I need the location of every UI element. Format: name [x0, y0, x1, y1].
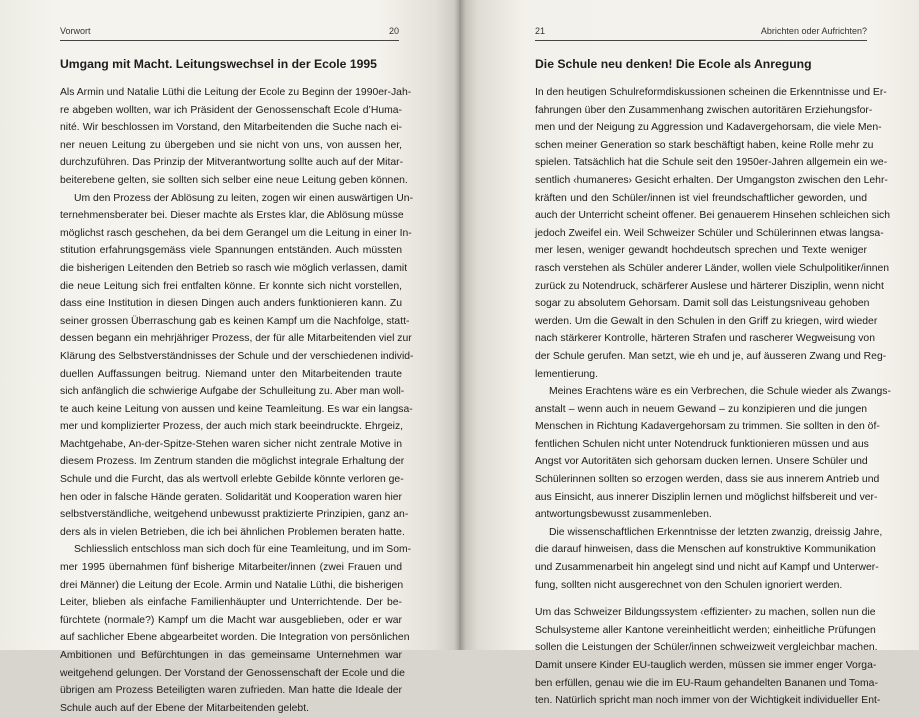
text-line: die neue Leitung sich frei entfalten könne. Er konnte sich nicht vorstellen,: [60, 280, 402, 292]
text-line: ben erfüllen, genau wie die im EU-Raum gehandelten Bananen und Toma-: [535, 677, 878, 689]
text-line: auch der Unterricht scheint offener. Bei genauerem Hinsehen schleichen sich: [535, 210, 891, 222]
paragraph: [60, 190, 414, 542]
text-line: möglichst rasch geschehen, da bei dem Gerangel um die Leitung in einer In-: [60, 227, 412, 239]
text-line: fahrungen über den Zusammenhang zwischen autoritären Erziehungsfor-: [535, 104, 873, 116]
text-line: jedoch Zweifel ein. Weil Schweizer Schüler und Schülerinnen etwas langsa-: [535, 227, 884, 239]
text-line: Um das Schweizer Bildungssystem ‹effizienter› zu machen, sollen nun die: [535, 607, 876, 619]
text-line: kräften und den Schüler/innen ist viel freundschaftlicher geworden, und: [535, 192, 867, 204]
text-line: Angst vor Autoritäten sich gehorsam ducken lernen. Unsere Schüler und: [535, 456, 868, 468]
text-line: Als Armin und Natalie Lüthi die Leitung der Ecole zu Beginn der 1990er-Jah-: [60, 87, 412, 98]
text-line: die darauf hinweisen, dass die Menschen auf konstruktive Kommunikation: [535, 544, 876, 556]
text-line: schen meiner Generation so stark beschäftigt haben, keine Rolle mehr zu: [535, 139, 874, 151]
paragraph: [535, 524, 883, 594]
text-line: Schulsysteme aller Kantone vereinheitlicht werden; einheitliche Prüfungen: [535, 624, 876, 636]
text-line: sollen die Leistungen der Schüler/innen schweizweit vergleichbar machen.: [535, 642, 878, 654]
header-chapter-title: Abrichten oder Aufrichten?: [760, 26, 867, 36]
paragraph: [60, 541, 412, 717]
page-number: 20: [388, 26, 399, 36]
paragraph-gap: [535, 594, 867, 604]
header-chapter-title: Vorwort: [60, 26, 91, 36]
text-line: übrigen am Prozess Beteiligten waren zufrieden. Man hatte die Ideale der: [60, 685, 402, 697]
gutter-shadow: [454, 0, 466, 650]
right-page: [459, 0, 919, 707]
running-header-right: [535, 26, 867, 41]
text-line: Schliesslich entschloss man sich doch für eine Teamleitung, und im Som-: [74, 544, 412, 556]
text-line: Schülerinnen sollten so erzogen werden, dass sie aus innerem Antrieb und: [535, 474, 880, 486]
paragraph: [535, 604, 881, 710]
text-line: Leiter, blieben als einfache Familienhäupter und Unterrichtende. Der be-: [60, 597, 402, 609]
text-line: auf sachlicher Ebene abgearbeitet worden. Die Integration von persönlichen: [60, 632, 410, 644]
text-line: Klärung des Selbstverständnisses der Schule und der verschiedenen individ-: [60, 350, 414, 362]
paragraph: [535, 84, 891, 383]
text-line: nach stärkerer Kontrolle, härteren Strafen und rascherer Wegweisung von: [535, 333, 875, 345]
text-line: weitgehend gelungen. Der Vorstand der Genossenschaft der Ecole und die: [60, 667, 405, 679]
text-line: sich anfänglich die schwierige Aufgabe der Schulleitung zu. Aber man woll-: [60, 386, 405, 398]
text-line: und Zusammenarbeit hin angelegt sind und nicht auf Kampf und Unterwer-: [535, 562, 879, 574]
text-line: Menschen in Richtung Kadavergehorsam zu trimmen. Sie sollten in den öf-: [535, 421, 880, 433]
paragraph: [60, 84, 412, 190]
running-header-left: [60, 26, 399, 41]
text-line: drei Männer) die Leitung der Ecole. Armin und Natalie Lüthi, die bisherigen: [60, 579, 404, 591]
text-line: die bisherigen Leitenden den Betrieb so rasch wie möglich verlassen, damit: [60, 262, 408, 274]
left-page: [0, 0, 459, 714]
section-heading: Die Schule neu denken! Die Ecole als Anregung: [535, 57, 812, 71]
text-line: der Schule gerufen. Man setzt, wie eh und je, auf äusseren Zwang und Reg-: [535, 350, 887, 362]
text-line: Ambitionen und Befürchtungen in das gemeinsame Unternehmen war: [60, 650, 402, 661]
text-line: lementierung.: [535, 368, 598, 380]
text-line: te auch keine Leitung von aussen und keine Teamleitung. Es war ein langsa-: [60, 403, 413, 415]
right-page-body: [535, 56, 891, 710]
text-line: In den heutigen Schulreformdiskussionen scheinen die Erkenntnisse und Er-: [535, 87, 887, 98]
text-line: fung, sollten nicht ausgerechnet von den Schulen ignoriert werden.: [535, 579, 843, 591]
paragraph: [535, 383, 891, 524]
text-line: Die wissenschaftlichen Erkenntnisse der letzten zwanzig, dreissig Jahre,: [549, 526, 883, 538]
text-line: hen oder in falsche Hände geraten. Solidarität und Kooperation waren hier: [60, 491, 402, 503]
text-line: nité. Wir beschlossen im Vorstand, den Mitarbeitenden die Suche nach ei-: [60, 122, 402, 134]
text-line: spielen. Tatsächlich hat die Schule seit den 1950er-Jahren allgemein ein we-: [535, 157, 888, 169]
text-line: re abgeben wollten, war ich Präsident der Genossenschaft Ecole d’Huma-: [60, 104, 402, 116]
text-line: Machtgehabe, An-der-Spitze-Stehen waren sicher nicht zentrale Motive in: [60, 438, 402, 450]
text-line: sentlich ‹humaneres› Gesicht erhalten. Der Umgangston zwischen den Lehr-: [535, 174, 888, 186]
text-line: dass eine Institution in diesen Dingen auch anders funktionieren kann. Zu: [60, 298, 402, 310]
text-line: Schule auch auf der Ebene der Mitarbeitenden gelebt.: [60, 702, 309, 714]
text-line: werden. Um die Gewalt in den Schulen in den Griff zu kriegen, wird wieder: [535, 315, 878, 327]
text-line: men und der Neigung zu Aggression und Kadavergehorsam, die viele Men-: [535, 122, 882, 134]
text-line: rasch verstehen als Schüler anderer Länder, wollen viele Schulpolitiker/innen: [535, 262, 890, 274]
text-line: stitution erfahrungsgemäss viele Spannungen entständen. Auch müssten: [60, 245, 402, 257]
text-line: fürchtete (normale?) Kampf um die Macht war ausgeblieben, oder er war: [60, 614, 402, 626]
text-line: mer lesen, weniger gewandt hochdeutsch sprechen und Texte weniger: [535, 245, 867, 257]
text-line: fentlichen Schulen nicht unter Notendruck funktionieren müssen und aus: [535, 438, 869, 450]
text-line: Schule und die Furcht, das als wertvoll erlebte Gebilde könnte verloren ge-: [60, 474, 404, 486]
text-line: ner neuen Leitung zu übergeben und sie nicht von uns, von aussen her,: [60, 139, 402, 151]
text-line: Um den Prozess der Ablösung zu leiten, zogen wir einen auswärtigen Un-: [74, 192, 414, 204]
text-line: ternehmensberater bei. Dieser machte als Erstes klar, die Ablösung müsse: [60, 210, 404, 222]
page-number: 21: [535, 26, 546, 36]
text-line: Meines Erachtens wäre es ein Verbrechen, die Schule wieder als Zwangs-: [549, 386, 891, 398]
text-line: zurück zu Notendruck, schärferer Auslese und härterer Disziplin, wenn nicht: [535, 280, 884, 292]
text-line: ten. Natürlich spricht man noch immer von der Wichtigkeit individueller Ent-: [535, 695, 881, 707]
text-line: selbstverständliche, weitgehend unbewusst praktizierte Prinzipien, ganz an-: [60, 509, 409, 521]
text-line: diesem Prozess. Im Zentrum standen die möglichst integrale Erhaltung der: [60, 456, 405, 468]
section-heading: Umgang mit Macht. Leitungswechsel in der Ecole 1995: [60, 57, 377, 71]
left-page-body: [60, 56, 414, 717]
text-line: mer 1995 übernahmen fünf bisherige Mitarbeiter/innen (zwei Frauen und: [60, 562, 402, 574]
text-line: antwortungsbewusst zusammenleben.: [535, 509, 712, 521]
text-line: seiner grossen Überraschung gab es keinen Kampf um die Nachfolge, statt-: [60, 315, 410, 327]
text-line: duellen Auffassungen beitrug. Niemand unter den Mitarbeitenden traute: [60, 368, 402, 380]
text-line: beiterebene gelten, sie sollten sich selber eine neue Leitung geben können.: [60, 174, 408, 186]
text-line: aus Einsicht, aus innerer Disziplin lernen und möglichst hilfsbereit und ver-: [535, 491, 878, 503]
text-line: dessen begann ein mehrjähriger Prozess, der für alle Mitarbeitenden viel zur: [60, 333, 412, 345]
text-line: ders als in vielen Betrieben, die ich bei ähnlichen Problemen beraten hatte.: [60, 526, 405, 538]
text-line: sogar zu absolutem Gehorsam. Damit soll das Leistungsniveau gehoben: [535, 298, 870, 310]
text-line: mer und komplizierter Prozess, der auch mich stark beeindruckte. Ehrgeiz,: [60, 421, 404, 433]
text-line: Damit unsere Kinder EU-tauglich werden, müssen sie immer enger Vorga-: [535, 660, 877, 671]
text-line: durchzuführen. Das Prinzip der Mitverantwortung sollte auch auf der Mitar-: [60, 157, 404, 169]
text-line: anstalt – wenn auch in neuem Gewand – zu konzipieren und die jungen: [535, 403, 867, 415]
